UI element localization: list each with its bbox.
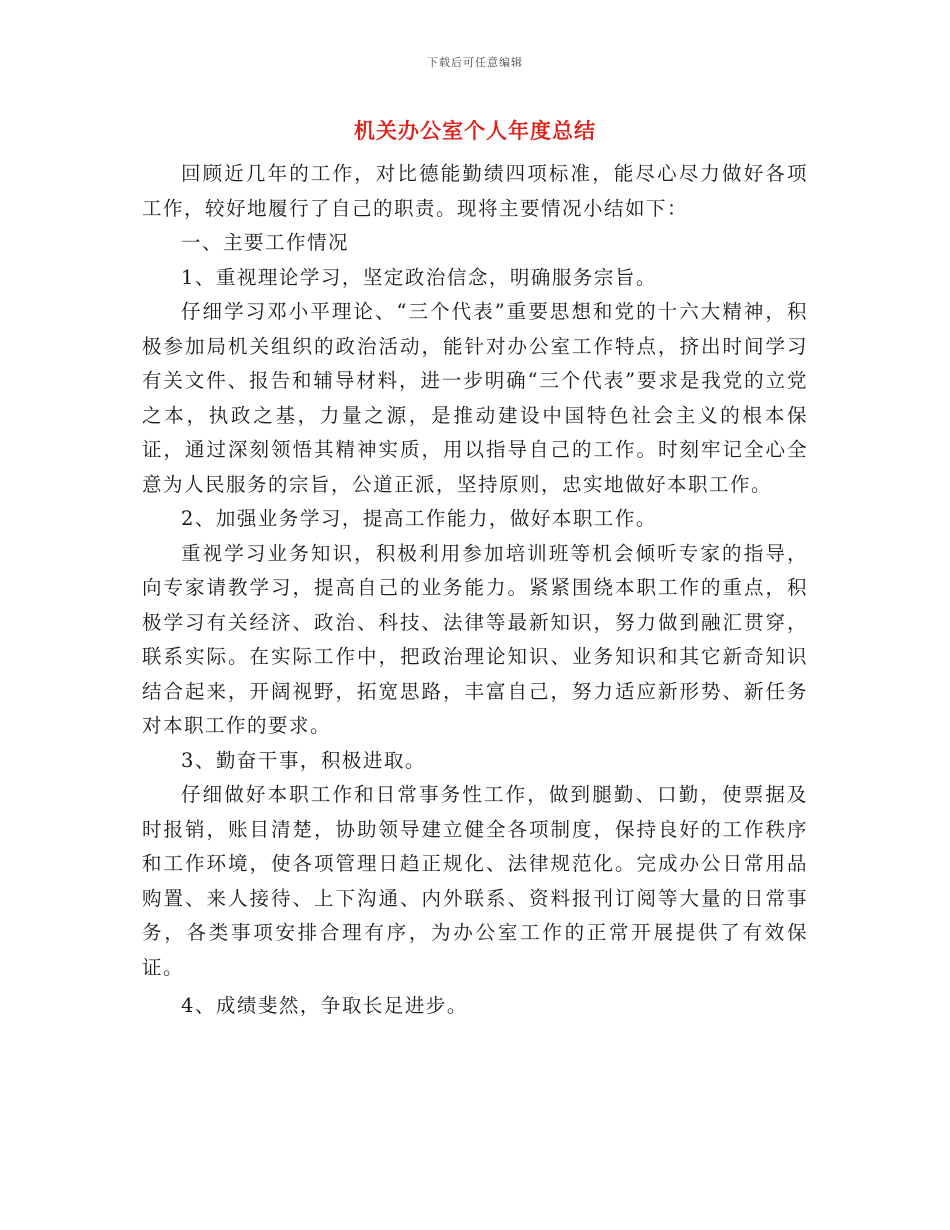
intro-paragraph: 回顾近几年的工作，对比德能勤绩四项标准，能尽心尽力做好各项工作，较好地履行了自己的职责。现将主要情况小结如下： (142, 162, 808, 220)
item-heading-2: 2、加强业务学习，提高工作能力，做好本职工作。 (181, 507, 657, 530)
page-header-note: 下载后可任意编辑 (427, 56, 523, 69)
item-heading-3: 3、勤奋干事，积极进取。 (181, 748, 426, 772)
document-body (142, 157, 808, 1024)
item-body-3: 仔细做好本职工作和日常事务性工作，做到腿勤、口勤，使票据及时报销，账目清楚，协助领导建立健全各项制度，保持良好的工作秩序和工作环境，使各项管理日趋正规化、法律规范化。完成办公日常用品购置、来人接待、上下沟通、内外联系、资料报刊订阅等大量的日常事务，各类事项安排合理有序，为办公室工作的正常开展提供了有效保证。 (142, 783, 808, 979)
item-heading-4: 4、成绩斐然，争取长足进步。 (181, 994, 468, 1017)
item-body-1: 仔细学习邓小平理论、“三个代表”重要思想和党的十六大精神，积极参加局机关组织的政治活动，能针对办公室工作特点，挤出时间学习有关文件、报告和辅导材料，进一步明确“三个代表”要求是我党的立党之本，执政之基，力量之源，是推动建设中国特色社会主义的根本保证，通过深刻领悟其精神实质，用以指导自己的工作。时刻牢记全心全意为人民服务的宗旨，公道正派，坚持原则，忠实地做好本职工作。 (142, 300, 808, 496)
document-title: 机关办公室个人年度总结 (354, 119, 596, 143)
item-body-2: 重视学习业务知识，积极利用参加培训班等机会倾听专家的指导，向专家请教学习，提高自己的业务能力。紧紧围绕本职工作的重点，积极学习有关经济、政治、科技、法律等最新知识，努力做到融汇贯穿，联系实际。在实际工作中，把政治理论知识、业务知识和其它新奇知识结合起来，开阔视野，拓宽思路，丰富自己，努力适应新形势、新任务对本职工作的要求。 (142, 541, 808, 737)
section-heading: 一、主要工作情况 (181, 231, 350, 254)
item-heading-1: 1、重视理论学习，坚定政治信念，明确服务宗旨。 (181, 265, 657, 289)
